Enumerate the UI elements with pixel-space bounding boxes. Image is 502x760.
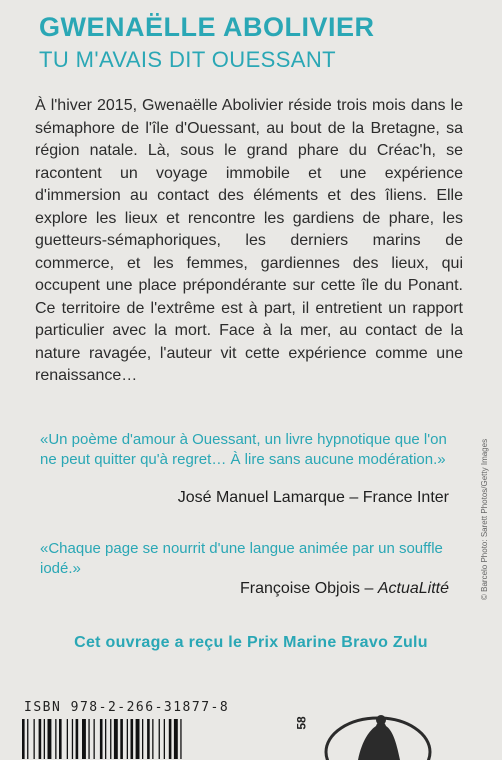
summary-text bbox=[35, 95, 463, 388]
review-source-2 bbox=[240, 580, 449, 598]
barcode-bar bbox=[164, 719, 165, 759]
review-quote-2: «Chaque page se nourrit d'une langue animée par un souffle iodé.» bbox=[40, 540, 443, 577]
barcode-bar bbox=[67, 719, 68, 759]
review-source-2-name: Françoise Objois – bbox=[240, 580, 378, 597]
publisher-logo-icon bbox=[318, 690, 438, 760]
barcode-bar bbox=[142, 719, 143, 759]
barcode-bar bbox=[180, 719, 181, 759]
barcode-icon bbox=[22, 719, 252, 759]
review-quote-1: «Un poème d'amour à Ouessant, un livre hypnotique que l'on ne peut quitter qu'à regret… À lire sans aucune modération.» bbox=[40, 431, 447, 468]
barcode-bar bbox=[88, 719, 89, 759]
barcode-bar bbox=[136, 719, 140, 759]
review-source-1-name: José Manuel Lamarque – France Inter bbox=[177, 489, 449, 506]
barcode-bar bbox=[110, 719, 111, 759]
barcode-bar bbox=[159, 719, 160, 759]
barcode-bar bbox=[39, 719, 42, 759]
barcode-bar bbox=[94, 719, 95, 759]
isbn-number: ISBN 978-2-266-31877-8 bbox=[24, 700, 230, 715]
barcode-bar bbox=[100, 719, 103, 759]
barcode-bar bbox=[22, 719, 25, 759]
barcode-bar bbox=[147, 719, 150, 759]
barcode-bar bbox=[82, 719, 86, 759]
barcode-bar bbox=[34, 719, 35, 759]
barcode-bar bbox=[44, 719, 45, 759]
summary-paragraph: À l'hiver 2015, Gwenaëlle Abolivier réside trois mois dans le sémaphore de l'île d'Ouessant, au bout de la Bretagne, sa région natale. Là, sous le grand phare du Créac'h, se racontent un voyage immobile et une expérience d'immersion au contact des éléments et des îliens. Elle explore les lieux et rencontre les gardiens de phare, les guetteurs-sémaphoriques, les derniers marins de commerce, et les femmes, gardiennes des lieux, qui occupent une place prépondérante sur cette île du Ponant. Ce territoire de l'extrême est à part, il entretient un rapport particulier avec la mort. Face à la mer, au contact de la nature ravagée, l'auteur vit cette expérience comme une renaissance… bbox=[35, 97, 463, 384]
price-code: 58 bbox=[294, 716, 309, 730]
barcode-bar bbox=[152, 719, 153, 759]
barcode-bar bbox=[27, 719, 28, 759]
barcode-bar bbox=[174, 719, 178, 759]
review-source-2-outlet: ActuaLitté bbox=[377, 580, 449, 597]
barcode-bar bbox=[48, 719, 52, 759]
barcode-bar bbox=[169, 719, 172, 759]
photo-credit: © Barcelo Photo: Sarett Photos/Getty Images bbox=[480, 438, 489, 600]
barcode-bar bbox=[55, 719, 56, 759]
book-title: TU M'AVAIS DIT OUESSANT bbox=[39, 47, 336, 72]
barcode-bar bbox=[76, 719, 79, 759]
barcode-bar bbox=[114, 719, 118, 759]
barcode-bar bbox=[120, 719, 123, 759]
prize-notice: Cet ouvrage a reçu le Prix Marine Bravo Zulu bbox=[74, 634, 428, 651]
barcode-bar bbox=[131, 719, 134, 759]
barcode-bar bbox=[127, 719, 128, 759]
barcode-bar bbox=[59, 719, 62, 759]
barcode-bar bbox=[72, 719, 73, 759]
author-name: GWENAËLLE ABOLIVIER bbox=[39, 12, 375, 42]
barcode-bar bbox=[105, 719, 106, 759]
review-source-1 bbox=[178, 489, 449, 507]
